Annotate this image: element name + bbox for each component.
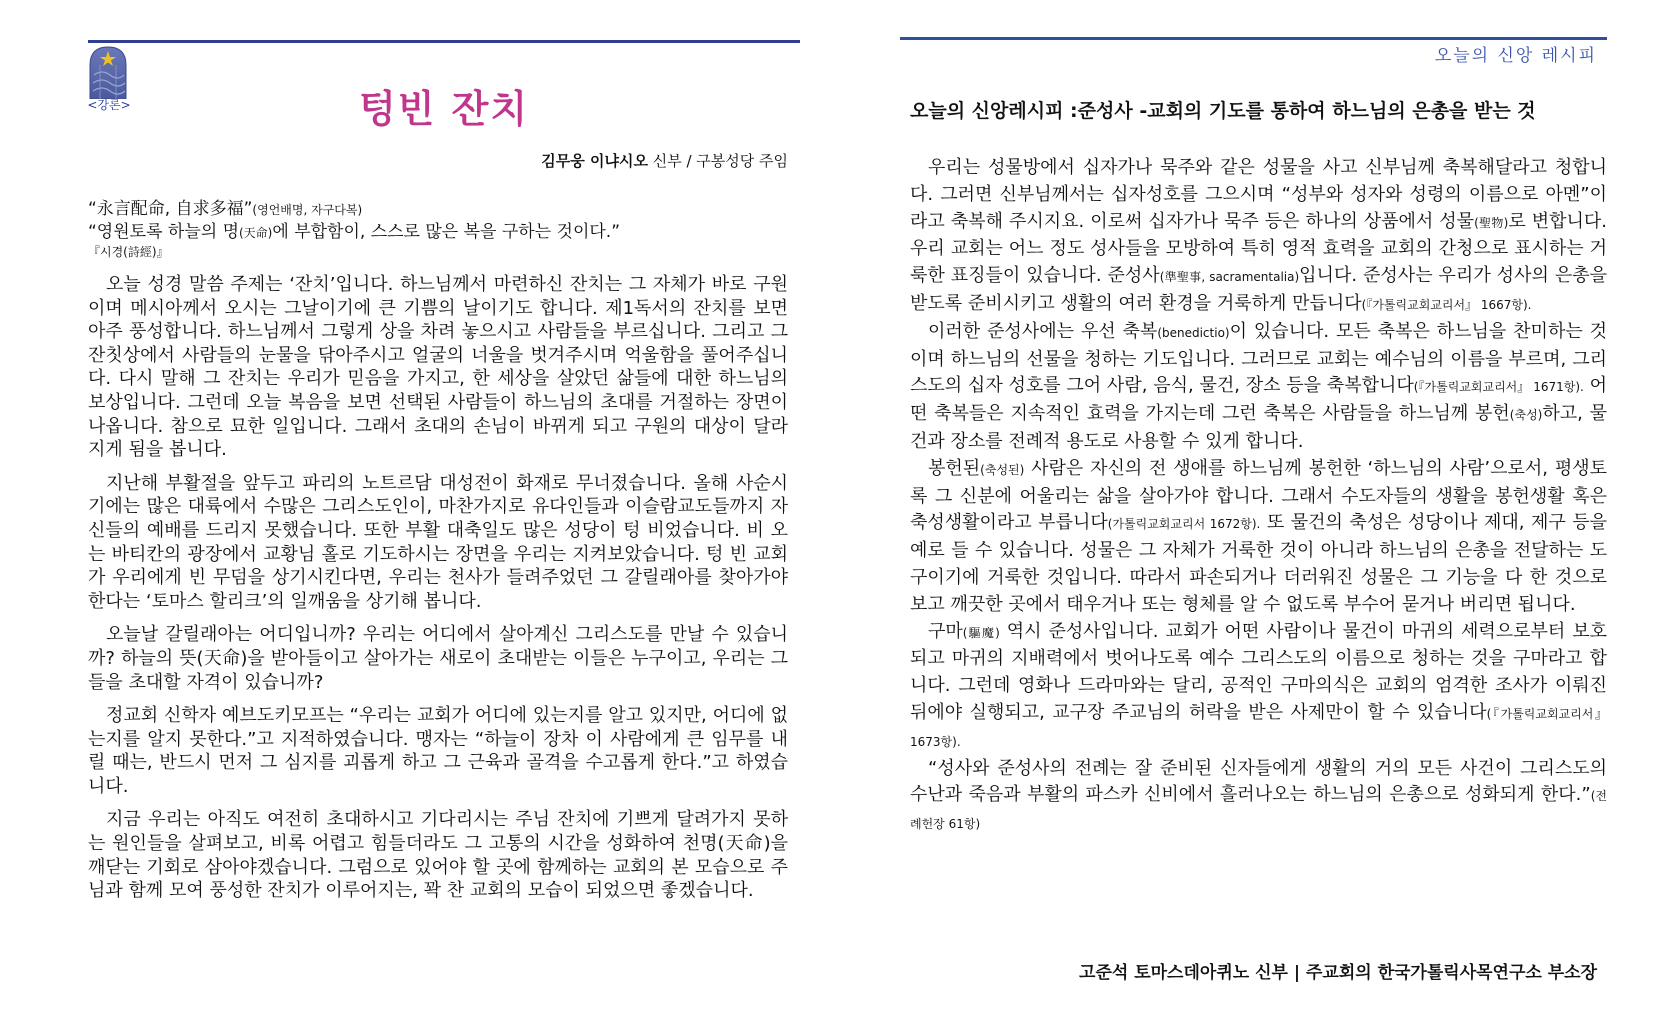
paragraph: 지금 우리는 아직도 여전히 초대하시고 기다리시는 주님 잔치에 기쁘게 달려가지 못하는 원인들을 살펴보고, 비록 어렵고 힘들더라도 그 고통의 시간을 성화하여 천명(天命)을 깨닫는 기회로 삼아야겠습니다. 그럼으로 있어야 할 곳에 함께하는 교회의 본 모습으로 주님과 함께 모여 풍성한 잔치가 이루어지는, 꽉 찬 교회의 모습이 되었으면 좋겠습니다. [88, 809, 788, 902]
hanja-note: (驅魔) [962, 625, 1000, 640]
paragraph [910, 756, 1607, 838]
paragraph [910, 319, 1607, 456]
epigraph-korean-part2: 에 부합함이, 스스로 많은 복을 구하는 것이다.” [272, 222, 621, 242]
author-name: 김무웅 이냐시오 [541, 152, 648, 170]
author-role: 신부 / 구봉성당 주임 [647, 152, 788, 170]
paragraph: 오늘 성경 말씀 주제는 ‘잔치’입니다. 하느님께서 마련하신 잔치는 그 자체가 바로 구원이며 메시아께서 오시는 그날이기에 큰 기쁨의 날이기도 합니다. 제1독서의 잔치를 보면 아주 풍성합니다. 하느님께서 그렇게 상을 차려 놓으시고 사람들을 부르십니다. 그리고 그 잔칫상에서 사람들의 눈물을 닦아주시고 얼굴의 너울을 벗겨주시며 억울함을 풀어주십니다. 다시 말해 그 잔치는 우리가 믿음을 가지고, 한 세상을 살았던 삶들에 대한 하느님의 보상입니다. 그런데 오늘 복음을 보면 선택된 사람들이 하느님의 초대를 거절하는 장면이 나옵니다. 참으로 묘한 일입니다. 그래서 초대의 손님이 바뀌게 되고 구원의 대상이 달라지게 됨을 봅니다. [88, 274, 788, 461]
text: 이 있습니다. 모든 축복은 하느님을 찬미하는 것이며 하느님의 선물을 청하는 기도입니다. 그러므로 교회는 예수님의 이름을 부르며, 그리스도의 십자 성호를 그어 사람, 음식, 물건, 장소 등을 축복합니다 [910, 320, 1607, 397]
homily-body [88, 273, 788, 913]
text: 로 변합니다. 우리 교회는 어느 정도 성사들을 모방하여 특히 영적 효력을 교회의 간청으로 표시하는 거룩한 표징들이 있습니다. 준성사 [910, 210, 1607, 287]
epigraph-source: 『시경(詩經)』 [88, 245, 169, 259]
latin-note: (benedictio) [1157, 325, 1230, 340]
text: 또 물건의 축성은 성당이나 제대, 제구 등을 예로 들 수 있습니다. 성물은 그 자체가 거룩한 것이 아니라 하느님의 은총을 전달하는 도구이기에 거룩한 것입니다. 따라서 파손되거나 더러워진 성물은 그 기능을 다 한 것으로 보고 깨끗한 곳에서 태우거나 또는 형체를 알 수 없도록 부수어 묻거나 버리면 됩니다. [910, 512, 1607, 615]
epigraph-korean-part1: “영원토록 하늘의 명 [88, 222, 239, 242]
paragraph: 오늘날 갈릴래아는 어디입니까? 우리는 어디에서 살아계신 그리스도를 만날 수 있습니까? 하늘의 뜻(天命)을 받아들이고 살아가는 새로이 초대받는 이들은 누구이고, 우리는 그들을 초대할 자격이 있습니까? [88, 624, 788, 693]
paragraph [910, 456, 1607, 619]
epigraph-hanja [88, 198, 788, 221]
paragraph: 정교회 신학자 예브도키모프는 “우리는 교회가 어디에 있는지를 알고 있지만, 어디에 없는지를 알지 못한다.”고 지적하였습니다. 맹자는 “하늘이 장차 이 사람에게 큰 임무를 내릴 때는, 반드시 먼저 그 심지를 괴롭게 하고 그 근육과 골격을 수고롭게 한다.”고 하였습니다. [88, 705, 788, 797]
hanja-note: (축성된) [980, 462, 1025, 477]
text: 하고, 물건과 장소를 전례적 용도로 사용할 수 있게 합니다. [910, 403, 1607, 452]
article-title: 오늘의 신앙레시피 :준성사 -교회의 기도를 통하여 하느님의 은총을 받는 것 [910, 100, 1536, 122]
top-rule-left [88, 40, 800, 43]
epigraph-korean-hanja: (天命) [239, 226, 273, 240]
hanja-note: (축성) [1509, 408, 1543, 423]
citation: (가톨릭교회교리서 1672항). [1107, 517, 1261, 532]
text: 입니다. 준성사는 우리가 성사의 은총을 받도록 준비시키고 생활의 여러 환경을 거룩하게 만듭니다 [910, 265, 1607, 314]
text: “성사와 준성사의 전례는 잘 준비된 신자들에게 생활의 거의 모든 사건이 그리스도의 수난과 죽음과 부활의 파스카 신비에서 흘러나오는 하느님의 은총으로 성화되게 한다.” [910, 757, 1607, 806]
paragraph [910, 155, 1607, 319]
hanja-note: (聖物) [1474, 215, 1509, 230]
top-rule-right [900, 37, 1607, 40]
logo-caption: <강론> [87, 98, 131, 112]
epigraph-reading: (영언배명, 자구다복) [252, 203, 363, 217]
paragraph: 지난해 부활절을 앞두고 파리의 노트르담 대성전이 화재로 무너졌습니다. 올해 사순시기에는 많은 대륙에서 수많은 그리스도인이, 마찬가지로 유다인들과 이슬람교도들까지 자신들의 예배를 드리지 못했습니다. 또한 부활 대축일도 많은 성당이 텅 비었습니다. 비 오는 바티칸의 광장에서 교황님 홀로 기도하시는 장면을 우리는 지켜보았습니다. 텅 빈 교회가 우리에게 빈 무덤을 상기시킨다면, 우리는 천사가 들려주었던 그 갈릴래아를 찾아가야 한다는 ‘토마스 할리크’의 일깨움을 상기해 봅니다. [88, 472, 788, 612]
citation: (전례헌장 61항) [910, 789, 1607, 832]
text: 봉헌된 [928, 457, 981, 479]
left-page [88, 0, 800, 1020]
text: 사람은 자신의 전 생애를 하느님께 봉헌한 ‘하느님의 사람’으로서, 평생토록 그 신분에 어울리는 삶을 살아가야 합니다. 그래서 수도자들의 생활을 봉헌생활 혹은 축성생활이라고 부릅니다 [910, 457, 1607, 534]
text: 어떤 축복들은 지속적인 효력을 가지는데 그런 축복은 사람들을 하느님께 봉헌 [910, 375, 1607, 425]
epigraph-korean [88, 221, 788, 244]
article-author: 고준석 토마스데아퀴노 신부 | 주교회의 한국가톨릭사목연구소 부소장 [1079, 963, 1597, 983]
running-head: 오늘의 신앙 레시피 [1434, 46, 1597, 66]
text: 우리는 성물방에서 십자가나 묵주와 같은 성물을 사고 신부님께 축복해달라고 청합니다. 그러면 신부님께서는 십자성호를 그으시며 “성부와 성자와 성령의 이름으로 아멘”이라고 축복해 주시지요. 이로써 십자가나 묵주 등은 하나의 상품에서 성물 [910, 157, 1607, 232]
text: 이러한 준성사에는 우선 축복 [928, 320, 1158, 342]
citation: (『가톨릭교회교리서』 1667항). [1361, 297, 1532, 312]
author-line [541, 150, 788, 171]
text: 구마 [928, 620, 963, 642]
paragraph [910, 619, 1607, 756]
citation: (『가톨릭교회교리서』 1673항). [910, 706, 1608, 749]
article-body [910, 155, 1607, 838]
epigraph [88, 198, 788, 260]
text: 역시 준성사입니다. 교회가 어떤 사람이나 물건이 마귀의 세력으로부터 보호되고 마귀의 지배력에서 벗어나도록 예수 그리스도의 이름으로 청하는 것을 구마라고 합니다. 그런데 영화나 드라마와는 달리, 공적인 구마의식은 교회의 엄격한 조사가 이뤄진 뒤에야 실행되고, 교구장 주교님의 허락을 받은 사제만이 할 수 있습니다 [910, 620, 1607, 723]
citation: (『가톨릭교회교리서』 1671항). [1413, 380, 1584, 395]
page-title: 텅빈 잔치 [358, 87, 530, 131]
hanja-note: (準聖事, sacramentalia) [1159, 270, 1300, 285]
right-page [900, 0, 1607, 1020]
epigraph-hanja-text: “永言配命, 自求多福” [88, 199, 253, 219]
